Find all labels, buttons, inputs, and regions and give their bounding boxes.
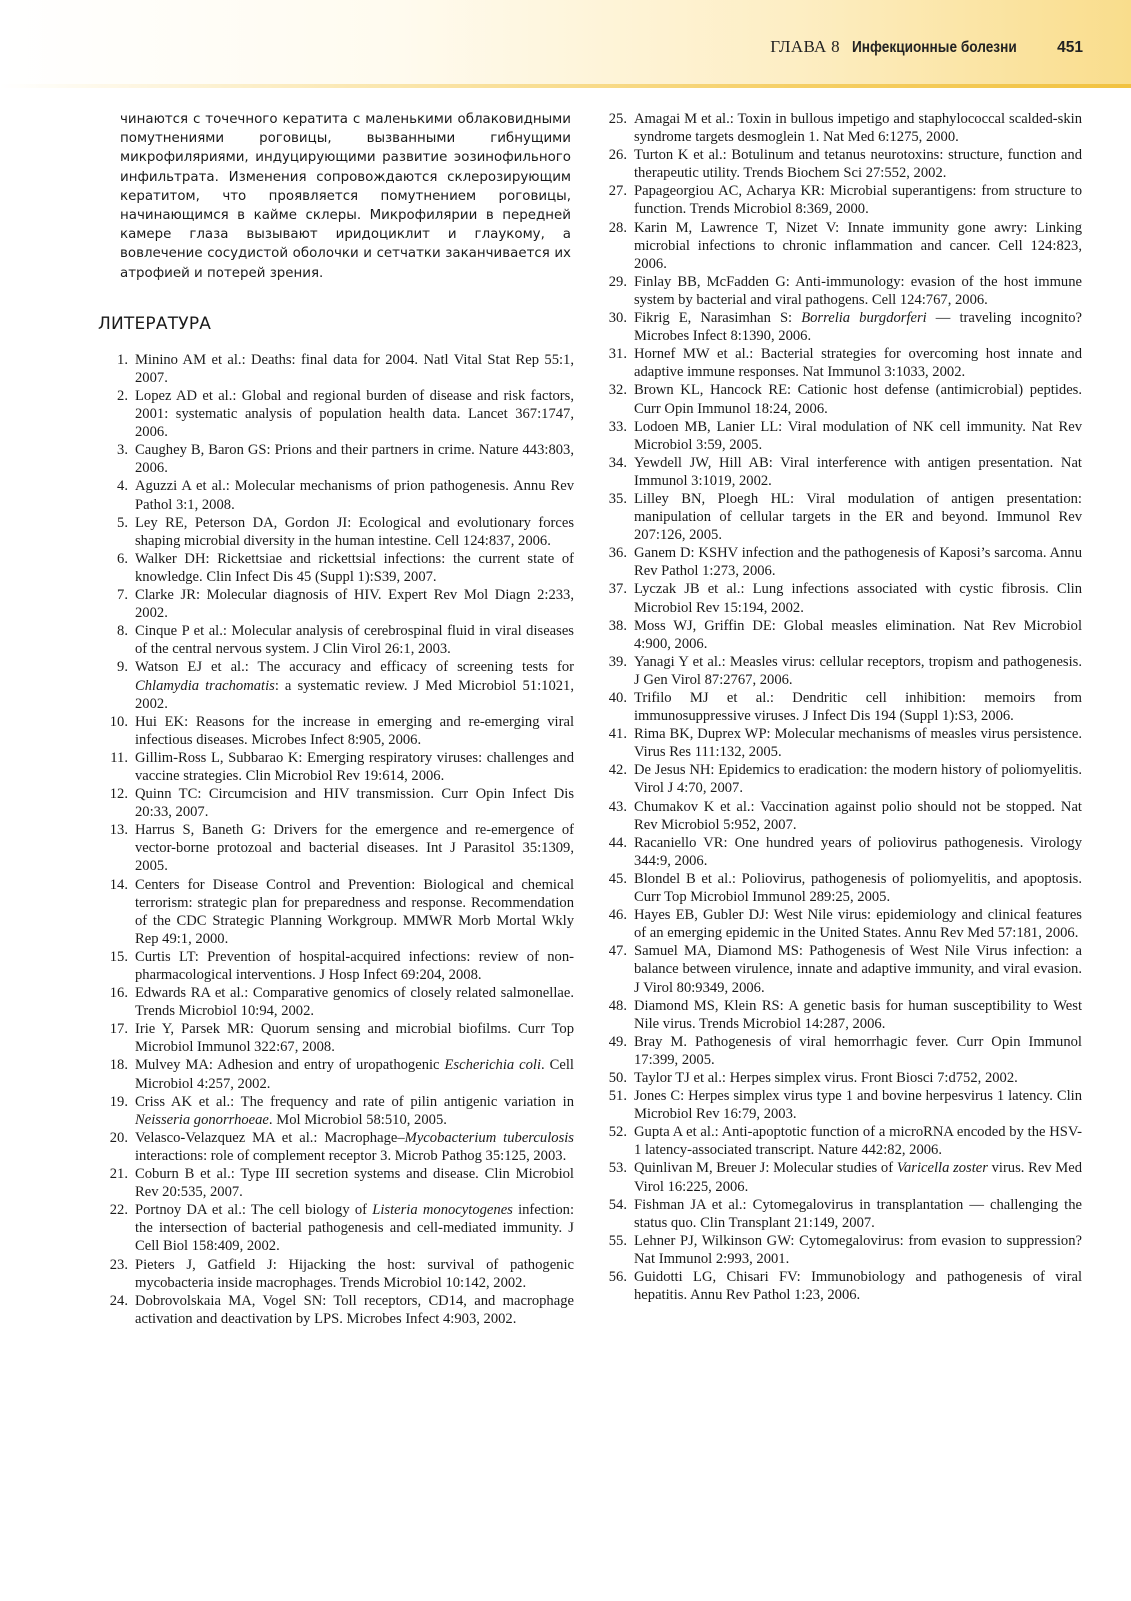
reference-number: 24. <box>109 1292 128 1309</box>
reference-item <box>604 580 1082 616</box>
reference-number: 48. <box>608 997 627 1014</box>
reference-italic-segment: Escherichia coli <box>444 1057 542 1074</box>
reference-item <box>98 1292 574 1328</box>
reference-text <box>135 441 574 477</box>
reference-segment: Taylor TJ et al.: Herpes simplex virus. Front Biosci 7:d752, 2002. <box>634 1069 1018 1086</box>
reference-item <box>604 653 1082 689</box>
reference-number: 12. <box>109 786 128 803</box>
reference-item <box>98 351 574 387</box>
reference-segment: — traveling incognito? Microbes Infect 8:1390, 2006. <box>634 310 1082 345</box>
reference-segment: Portnoy DA et al.: The cell biology of <box>135 1202 373 1219</box>
reference-text <box>634 110 1082 146</box>
reference-text <box>135 821 574 875</box>
reference-item <box>604 381 1082 417</box>
reference-number: 41. <box>608 726 627 743</box>
reference-item <box>98 1165 574 1201</box>
reference-text <box>634 219 1082 273</box>
reference-item <box>98 586 574 622</box>
reference-text <box>135 749 574 785</box>
reference-item <box>98 441 574 477</box>
reference-segment: Jones C: Herpes simplex virus type 1 and bovine herpesvirus 1 latency. Clin Microbiol Rev 16:79, 2003. <box>634 1088 1082 1123</box>
reference-item <box>98 550 574 586</box>
reference-text <box>634 273 1082 309</box>
reference-text <box>634 544 1082 580</box>
reference-item <box>98 658 574 712</box>
reference-number: 35. <box>608 490 627 507</box>
reference-text <box>135 876 574 948</box>
reference-item <box>98 1056 574 1092</box>
reference-segment: Moss WJ, Griffin DE: Global measles elimination. Nat Rev Microbiol 4:900, 2006. <box>634 617 1082 652</box>
reference-segment: Gupta A et al.: Anti-apoptotic function of a microRNA encoded by the HSV-1 latency-associated transcript. Nature 442:82, 2006. <box>634 1124 1082 1159</box>
reference-segment: Irie Y, Parsek MR: Quorum sensing and microbial biofilms. Curr Top Microbiol Immunol 322:67, 2008. <box>135 1021 574 1056</box>
reference-segment: Lopez AD et al.: Global and regional burden of disease and risk factors, 2001: systematic analysis of population health data. Lancet 367:1747, 2006. <box>135 388 574 441</box>
reference-text <box>135 1056 574 1092</box>
reference-text <box>634 182 1082 218</box>
reference-segment: Trifilo MJ et al.: Dendritic cell inhibition: memoirs from immunosuppressive viruses. J Infect Dis 194 (Suppl 1):S3, 2006. <box>634 690 1082 725</box>
reference-text <box>634 309 1082 345</box>
reference-number: 45. <box>608 870 627 887</box>
reference-segment: Coburn B et al.: Type III secretion systems and disease. Clin Microbiol Rev 20:535, 2007. <box>135 1166 574 1201</box>
reference-item <box>604 418 1082 454</box>
reference-text <box>634 725 1082 761</box>
reference-text <box>634 834 1082 870</box>
reference-segment: Hayes EB, Gubler DJ: West Nile virus: epidemiology and clinical features of an emerging epidemic in the United States. Annu Rev Med 57:181, 2006. <box>634 907 1082 942</box>
reference-text <box>135 713 574 749</box>
reference-number: 4. <box>117 478 128 495</box>
reference-number: 49. <box>608 1033 627 1050</box>
reference-text <box>634 617 1082 653</box>
reference-number: 9. <box>117 659 128 676</box>
reference-item <box>604 942 1082 996</box>
reference-segment: De Jesus NH: Epidemics to eradication: the modern history of poliomyelitis. Virol J 4:70, 2007. <box>634 762 1082 797</box>
reference-text <box>634 146 1082 182</box>
reference-text <box>634 1069 1082 1087</box>
reference-segment: Criss AK et al.: The frequency and rate of pilin antigenic variation in <box>135 1093 574 1110</box>
reference-text <box>634 490 1082 544</box>
reference-item <box>98 749 574 785</box>
reference-item <box>604 219 1082 273</box>
reference-segment: Clarke JR: Molecular diagnosis of HIV. Expert Rev Mol Diagn 2:233, 2002. <box>135 587 574 622</box>
reference-italic-segment: Neisseria gonorrhoeae <box>135 1111 269 1128</box>
reference-segment: Hui EK: Reasons for the increase in emerging and re-emerging viral infectious diseases. Microbes Infect 8:905, 2006. <box>135 713 574 748</box>
reference-segment: infection: the intersection of bacterial pathogenesis and cell-mediated immunity. J Cell Biol 158:409, 2002. <box>135 1202 575 1255</box>
reference-item <box>604 725 1082 761</box>
reference-segment: Diamond MS, Klein RS: A genetic basis for human susceptibility to West Nile virus. Trends Microbiol 14:287, 2006. <box>634 997 1082 1032</box>
reference-number: 43. <box>608 798 627 815</box>
reference-text <box>634 798 1082 834</box>
reference-number: 2. <box>117 388 128 405</box>
reference-text <box>634 997 1082 1033</box>
reference-text <box>634 761 1082 797</box>
reference-segment: Dobrovolskaia MA, Vogel SN: Toll receptors, CD14, and macrophage activation and deactivation by LPS. Microbes Infect 4:903, 2002. <box>135 1292 574 1327</box>
reference-segment: Aguzzi A et al.: Molecular mechanisms of prion pathogenesis. Annu Rev Pathol 3:1, 2008. <box>135 478 574 513</box>
reference-segment: Walker DH: Rickettsiae and rickettsial infections: the current state of knowledge. Clin Infect Dis 45 (Suppl 1):S39, 2007. <box>135 550 574 585</box>
reference-item <box>98 1201 574 1255</box>
reference-item <box>604 997 1082 1033</box>
header-rule <box>0 84 1131 88</box>
reference-text <box>634 942 1082 996</box>
reference-number: 39. <box>608 653 627 670</box>
reference-text <box>634 1268 1082 1304</box>
reference-segment: Lilley BN, Ploegh HL: Viral modulation of antigen presentation: manipulation of cellular targets in the ER and beyond. Immunol Rev 207:126, 2005. <box>634 490 1082 544</box>
reference-item <box>604 1087 1082 1123</box>
reference-segment: Blondel B et al.: Poliovirus, pathogenesis of poliomyelitis, and apoptosis. Curr Top Microbiol Immunol 289:25, 2005. <box>634 870 1082 906</box>
reference-number: 5. <box>117 514 128 531</box>
reference-segment: Papageorgiou AC, Acharya KR: Microbial superantigens: from structure to function. Trends Microbiol 8:369, 2000. <box>634 183 1082 218</box>
reference-number: 18. <box>109 1057 128 1074</box>
reference-number: 37. <box>608 581 627 598</box>
reference-number: 40. <box>608 690 627 706</box>
reference-text <box>634 345 1082 381</box>
reference-item <box>98 785 574 821</box>
reference-number: 17. <box>109 1021 128 1038</box>
reference-item <box>604 870 1082 906</box>
reference-item <box>98 1020 574 1056</box>
reference-segment: Velasco-Velazquez MA et al.: Macrophage– <box>135 1129 405 1146</box>
reference-number: 27. <box>608 183 627 200</box>
reference-item <box>604 146 1082 182</box>
reference-segment: Curtis LT: Prevention of hospital-acquired infections: review of non-pharmacological interventions. J Hosp Infect 69:204, 2008. <box>135 948 574 984</box>
reference-number: 29. <box>608 273 627 290</box>
reference-text <box>634 454 1082 490</box>
reference-segment: Hornef MW et al.: Bacterial strategies for overcoming host innate and adaptive immune responses. Nat Immunol 3:1033, 2002. <box>634 346 1082 381</box>
reference-item <box>98 984 574 1020</box>
reference-text <box>135 984 574 1020</box>
left-column <box>98 110 574 1328</box>
reference-item <box>604 1123 1082 1159</box>
reference-segment: Chumakov K et al.: Vaccination against polio should not be stopped. Nat Rev Microbiol 5:952, 2007. <box>634 798 1082 833</box>
reference-segment: : a systematic review. J Med Microbiol 51:1021, 2002. <box>135 677 574 712</box>
chapter-label: ГЛАВА 8 <box>770 37 840 56</box>
reference-number: 38. <box>608 617 627 634</box>
reference-number: 19. <box>109 1093 128 1110</box>
reference-number: 53. <box>608 1160 627 1177</box>
reference-item <box>604 689 1082 725</box>
reference-text <box>135 586 574 622</box>
reference-item <box>604 544 1082 580</box>
reference-number: 47. <box>608 943 627 960</box>
section-title: ЛИТЕРАТУРА <box>98 313 212 334</box>
reference-italic-segment: Mycobacterium tuberculosis <box>404 1129 574 1146</box>
reference-item <box>98 1093 574 1129</box>
reference-item <box>604 490 1082 544</box>
reference-item <box>604 761 1082 797</box>
reference-segment: Finlay BB, McFadden G: Anti-immunology: evasion of the host immune system by bacterial and viral pathogens. Cell 124:767, 2006. <box>634 273 1082 308</box>
reference-text <box>634 418 1082 454</box>
reference-segment: Gillim-Ross L, Subbarao K: Emerging respiratory viruses: challenges and vaccine strategies. Clin Microbiol Rev 19:614, 2006. <box>135 749 574 784</box>
reference-text <box>135 658 574 712</box>
reference-number: 15. <box>109 948 128 965</box>
reference-number: 56. <box>608 1269 627 1285</box>
reference-text <box>634 1033 1082 1069</box>
reference-item <box>604 309 1082 345</box>
reference-number: 22. <box>109 1202 128 1219</box>
reference-number: 3. <box>117 442 128 459</box>
reference-number: 30. <box>608 310 627 327</box>
reference-number: 28. <box>608 219 627 236</box>
reference-number: 20. <box>109 1129 128 1146</box>
reference-segment: Karin M, Lawrence T, Nizet V: Innate immunity gone awry: Linking microbial infections to chronic inflammation and cancer. Cell 124:823, 2006. <box>634 219 1082 272</box>
reference-italic-segment: Chlamydia trachomatis <box>135 677 275 694</box>
reference-segment: Guidotti LG, Chisari FV: Immunobiology and pathogenesis of viral hepatitis. Annu Rev Pathol 1:23, 2006. <box>634 1269 1082 1304</box>
reference-text <box>135 1165 574 1201</box>
reference-number: 34. <box>608 454 627 471</box>
reference-segment: Turton K et al.: Botulinum and tetanus neurotoxins: structure, function and therapeutic utility. Trends Biochem Sci 27:552, 2002. <box>634 147 1082 182</box>
reference-text <box>135 1201 574 1255</box>
reference-text <box>634 1123 1082 1159</box>
reference-number: 11. <box>110 749 128 766</box>
reference-segment: Mulvey MA: Adhesion and entry of uropathogenic <box>135 1057 445 1074</box>
reference-item <box>604 798 1082 834</box>
reference-text <box>634 580 1082 616</box>
reference-item <box>604 1159 1082 1195</box>
reference-number: 10. <box>109 713 128 730</box>
reference-number: 23. <box>109 1256 128 1273</box>
reference-number: 13. <box>109 822 128 839</box>
reference-item <box>604 1232 1082 1268</box>
reference-text <box>135 1292 574 1328</box>
reference-item <box>604 182 1082 218</box>
reference-segment: Watson EJ et al.: The accuracy and efficacy of screening tests for <box>135 659 574 676</box>
reference-segment: Quinn TC: Circumcision and HIV transmission. Curr Opin Infect Dis 20:33, 2007. <box>135 786 574 821</box>
reference-segment: Samuel MA, Diamond MS: Pathogenesis of West Nile Virus infection: a balance between virulence, innate and adaptive immunity, and viral evasion. J Virol 80:9349, 2006. <box>634 943 1082 996</box>
reference-item <box>98 713 574 749</box>
reference-list-right <box>604 110 1082 1304</box>
reference-italic-segment: Varicella zoster <box>896 1160 988 1177</box>
reference-text <box>135 550 574 586</box>
reference-segment: Yanagi Y et al.: Measles virus: cellular receptors, tropism and pathogenesis. J Gen Virol 87:2767, 2006. <box>634 653 1082 688</box>
reference-segment: Racaniello VR: One hundred years of poliovirus pathogenesis. Virology 344:9, 2006. <box>634 834 1082 869</box>
reference-item <box>604 1033 1082 1069</box>
reference-segment: Amagai M et al.: Toxin in bullous impetigo and staphylococcal scalded-skin syndrome targets desmoglein 1. Nat Med 6:1275, 2000. <box>634 111 1082 146</box>
reference-item <box>98 821 574 875</box>
reference-number: 14. <box>109 876 128 893</box>
reference-text <box>634 906 1082 942</box>
reference-number: 16. <box>109 985 128 1002</box>
reference-item <box>604 1069 1082 1087</box>
reference-text <box>634 689 1082 725</box>
reference-number: 42. <box>608 762 627 779</box>
reference-number: 6. <box>117 550 128 567</box>
reference-item <box>98 622 574 658</box>
reference-segment: Pieters J, Gatfield J: Hijacking the host: survival of pathogenic mycobacteria inside macrophages. Trends Microbiol 10:142, 2002. <box>135 1256 574 1291</box>
reference-segment: Fikrig E, Narasimhan S: <box>634 310 802 327</box>
reference-segment: Ley RE, Peterson DA, Gordon JI: Ecological and evolutionary forces shaping microbial diversity in the human intestine. Cell 124:837, 2006. <box>135 514 574 549</box>
reference-item <box>98 477 574 513</box>
reference-text <box>135 514 574 550</box>
reference-text <box>634 653 1082 689</box>
reference-text <box>135 785 574 821</box>
reference-number: 32. <box>608 382 627 399</box>
reference-segment: interactions: role of complement receptor 3. Microb Pathog 35:125, 2003. <box>135 1147 567 1164</box>
reference-segment: Fishman JA et al.: Cytomegalovirus in transplantation — challenging the status quo. Clin Transplant 21:149, 2007. <box>634 1196 1082 1231</box>
reference-text <box>135 1093 574 1129</box>
reference-number: 36. <box>608 545 627 562</box>
reference-number: 25. <box>608 111 627 127</box>
page-number: 451 <box>1057 39 1083 56</box>
reference-text <box>634 1196 1082 1232</box>
reference-item <box>604 454 1082 490</box>
reference-number: 50. <box>608 1069 627 1086</box>
reference-item <box>604 1196 1082 1232</box>
reference-segment: Rima BK, Duprex WP: Molecular mechanisms of measles virus persistence. Virus Res 111:132, 2005. <box>634 726 1082 761</box>
reference-item <box>98 1129 574 1165</box>
reference-number: 21. <box>109 1166 128 1183</box>
reference-number: 33. <box>608 418 627 435</box>
reference-segment: Centers for Disease Control and Prevention: Biological and chemical terrorism: strategic plan for preparedness and response. Recommendation of the CDC Strategic Planning Workgroup. MMWR Morb Mortal Wkly Rep 49:1, 2000. <box>135 876 574 947</box>
reference-text <box>135 477 574 513</box>
reference-text <box>634 1087 1082 1123</box>
reference-segment: Bray M. Pathogenesis of viral hemorrhagic fever. Curr Opin Immunol 17:399, 2005. <box>634 1033 1082 1068</box>
reference-item <box>98 514 574 550</box>
reference-text <box>634 1159 1082 1195</box>
reference-segment: Lyczak JB et al.: Lung infections associated with cystic fibrosis. Clin Microbiol Rev 15:194, 2002. <box>634 581 1082 616</box>
reference-text <box>135 1256 574 1292</box>
reference-segment: . Mol Microbiol 58:510, 2005. <box>268 1111 447 1128</box>
reference-segment: Lehner PJ, Wilkinson GW: Cytomegalovirus: from evasion to suppression? Nat Immunol 2:993, 2001. <box>634 1232 1082 1267</box>
reference-item <box>604 345 1082 381</box>
reference-segment: Harrus S, Baneth G: Drivers for the emergence and re-emergence of vector-borne protozoal and bacterial diseases. Int J Parasitol 35:1309, 2005. <box>135 822 574 875</box>
running-header <box>770 37 1083 59</box>
reference-list-left <box>98 351 574 1328</box>
reference-italic-segment: Listeria monocytogenes <box>372 1202 513 1219</box>
reference-segment: Caughey B, Baron GS: Prions and their partners in crime. Nature 443:803, 2006. <box>135 442 574 477</box>
reference-text <box>135 622 574 658</box>
reference-item <box>98 876 574 948</box>
reference-number: 52. <box>608 1124 627 1141</box>
reference-italic-segment: Borrelia burgdorferi <box>801 310 927 327</box>
reference-item <box>604 834 1082 870</box>
reference-item <box>604 1268 1082 1304</box>
reference-number: 55. <box>608 1232 627 1249</box>
reference-number: 46. <box>608 907 627 924</box>
chapter-topic: Инфекционные болезни <box>851 39 1017 56</box>
reference-segment: Brown KL, Hancock RE: Cationic host defense (antimicrobial) peptides. Curr Opin Immunol 18:24, 2006. <box>634 382 1082 417</box>
reference-number: 31. <box>608 346 627 363</box>
reference-segment: Lodoen MB, Lanier LL: Viral modulation of NK cell immunity. Nat Rev Microbiol 3:59, 2005. <box>634 418 1082 453</box>
reference-item <box>98 948 574 984</box>
reference-segment: Edwards RA et al.: Comparative genomics of closely related salmonellae. Trends Microbiol 10:94, 2002. <box>135 985 574 1020</box>
reference-text <box>135 1129 574 1165</box>
reference-segment: . Cell Microbiol 4:257, 2002. <box>135 1057 574 1092</box>
reference-segment: virus. Rev Med Virol 16:225, 2006. <box>634 1160 1083 1195</box>
reference-number: 44. <box>608 834 627 851</box>
reference-text <box>634 1232 1082 1268</box>
reference-segment: Minino AM et al.: Deaths: final data for 2004. Natl Vital Stat Rep 55:1, 2007. <box>135 351 574 386</box>
reference-text <box>135 351 574 387</box>
reference-number: 26. <box>608 147 627 164</box>
reference-text <box>135 1020 574 1056</box>
reference-text <box>634 381 1082 417</box>
reference-item <box>604 110 1082 146</box>
reference-text <box>135 948 574 984</box>
reference-text <box>135 387 574 441</box>
reference-segment: Yewdell JW, Hill AB: Viral interference with antigen presentation. Nat Immunol 3:1019, 2002. <box>634 454 1082 489</box>
reference-segment: Quinlivan M, Breuer J: Molecular studies of <box>634 1160 897 1177</box>
reference-number: 51. <box>608 1088 627 1105</box>
reference-number: 7. <box>117 587 128 604</box>
reference-item <box>98 1256 574 1292</box>
reference-text <box>634 870 1082 906</box>
reference-segment: Cinque P et al.: Molecular analysis of cerebrospinal fluid in viral diseases of the central nervous system. J Clin Virol 26:1, 2003. <box>135 623 574 658</box>
reference-number: 54. <box>608 1196 627 1213</box>
reference-item <box>604 617 1082 653</box>
reference-number: 1. <box>117 351 128 368</box>
intro-paragraph: чинаются с точечного кератита с маленькими облаковидными помутнениями роговицы, вызванными гибнущими микрофиляриями, индуцирующими развитие эозинофильного инфильтрата. Изменения сопровождаются склерозирующим кератитом, что проявляется помутнением роговицы, начинающимся в кайме склеры. Микрофилярии в передней камере глаза вызывают иридоциклит и глаукому, а вовлечение сосудистой оболочки и сетчатки заканчивается их атрофией и потерей зрения. <box>120 112 571 281</box>
reference-segment: Ganem D: KSHV infection and the pathogenesis of Kaposi’s sarcoma. Annu Rev Pathol 1:273, 2006. <box>634 545 1082 580</box>
reference-item <box>98 387 574 441</box>
reference-number: 8. <box>117 623 128 640</box>
right-column <box>604 110 1082 1304</box>
reference-item <box>604 273 1082 309</box>
reference-item <box>604 906 1082 942</box>
